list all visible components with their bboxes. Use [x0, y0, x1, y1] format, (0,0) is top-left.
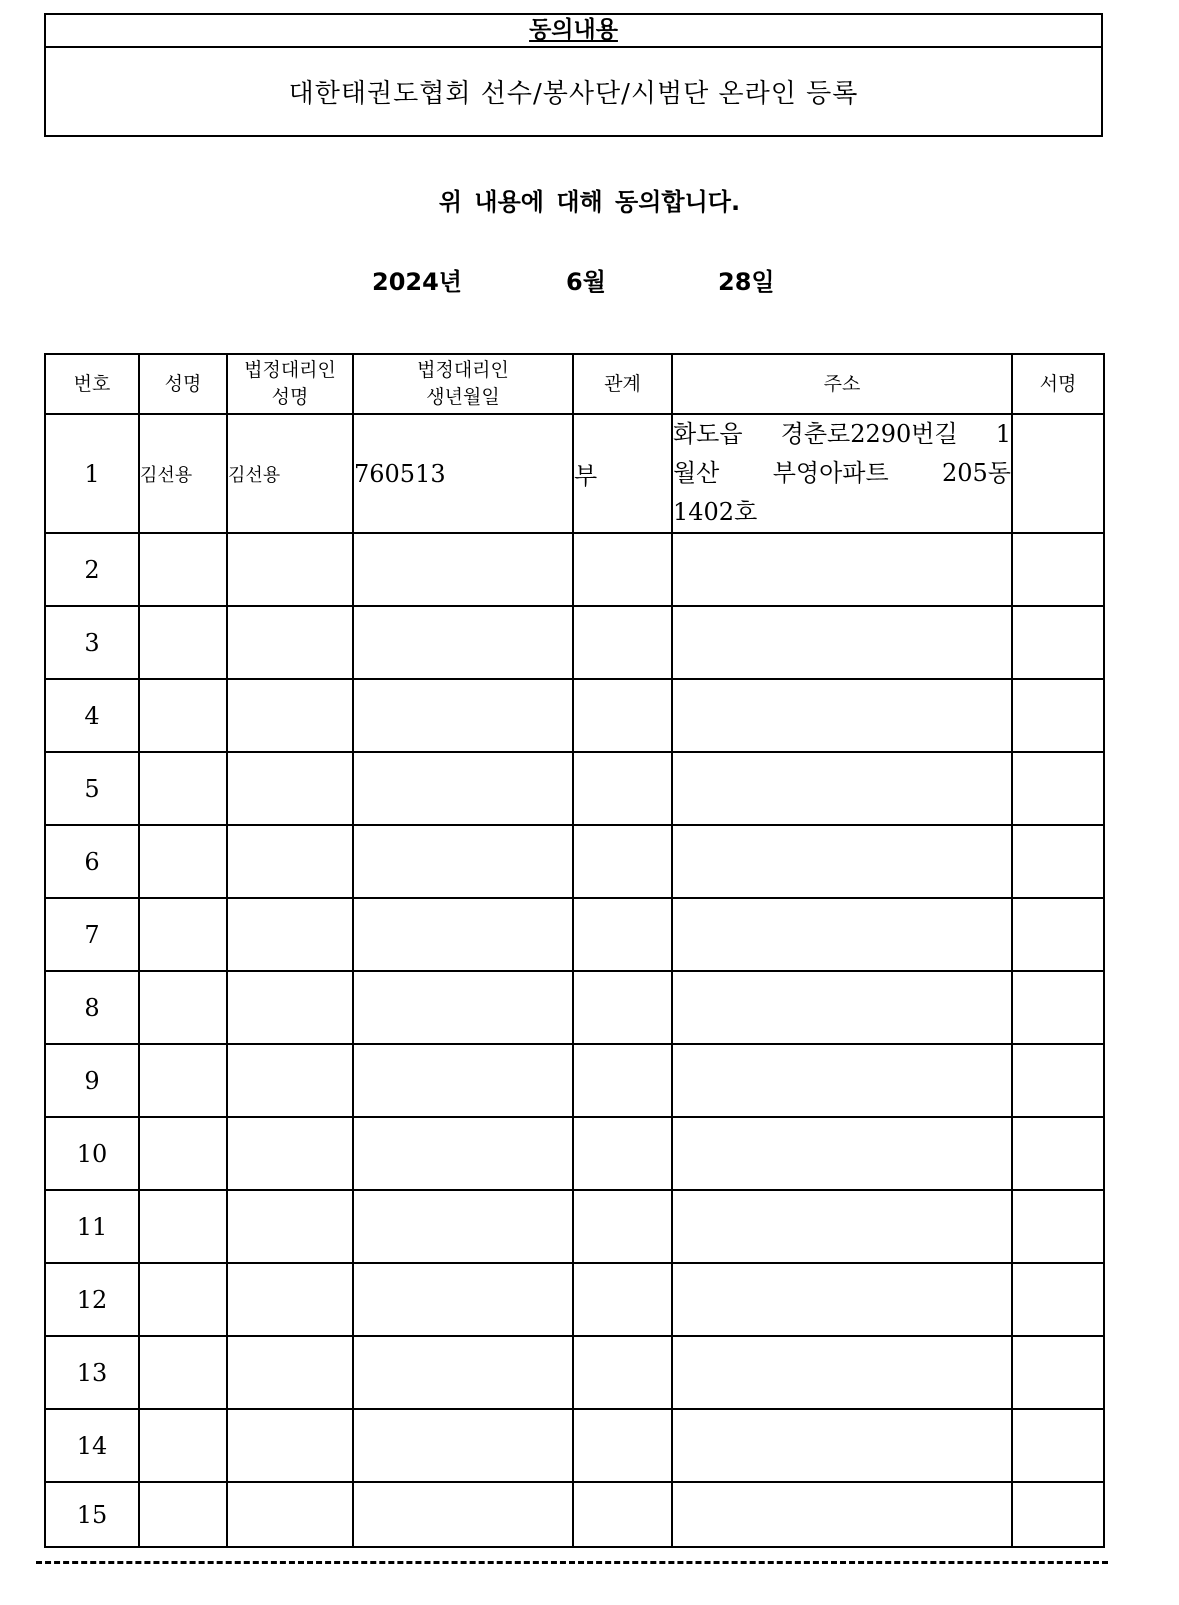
- cell-guardian-name: [227, 533, 353, 606]
- table-row: [45, 1263, 1104, 1336]
- header-name: 성명: [139, 354, 227, 414]
- cell-relation: [573, 533, 672, 606]
- address-line-1: 화도읍 경춘로2290번길 1: [673, 420, 1011, 448]
- cell-relation: [573, 1482, 672, 1547]
- cell-guardian-birth: [353, 1336, 573, 1409]
- cell-no: 7: [45, 898, 139, 971]
- cell-relation: [573, 1117, 672, 1190]
- table-row: [45, 606, 1104, 679]
- cell-relation: [573, 679, 672, 752]
- cell-signature: [1012, 1336, 1104, 1409]
- cell-address: [672, 606, 1012, 679]
- header-guardian-birth: [353, 354, 573, 414]
- table-row: [45, 414, 1104, 533]
- date-year: 2024년: [372, 268, 462, 296]
- cell-address: [672, 1190, 1012, 1263]
- cell-address: [672, 1044, 1012, 1117]
- cell-no: 11: [45, 1190, 139, 1263]
- cell-no: 2: [45, 533, 139, 606]
- header-guardian-birth-line-1: 법정대리인: [417, 359, 509, 381]
- table-row: [45, 1336, 1104, 1409]
- cell-no: 10: [45, 1117, 139, 1190]
- cell-address: [672, 1336, 1012, 1409]
- cell-relation: [573, 1263, 672, 1336]
- cell-signature: [1012, 679, 1104, 752]
- table-row: [45, 1044, 1104, 1117]
- consent-box: [44, 13, 1103, 137]
- cell-address: [672, 414, 1012, 533]
- table-row: [45, 1117, 1104, 1190]
- cell-address: [672, 971, 1012, 1044]
- cell-name: 김선용: [139, 414, 227, 533]
- agreement-statement: 위 내용에 대해 동의합니다.: [438, 188, 741, 216]
- cell-no: 14: [45, 1409, 139, 1482]
- cell-guardian-name: [227, 1336, 353, 1409]
- cell-guardian-name: [227, 606, 353, 679]
- cell-guardian-name: [227, 825, 353, 898]
- cell-relation: [573, 752, 672, 825]
- table-row: [45, 971, 1104, 1044]
- header-address: 주소: [672, 354, 1012, 414]
- cell-guardian-birth: [353, 1117, 573, 1190]
- cell-name: [139, 971, 227, 1044]
- consent-heading-text: 동의내용: [529, 17, 618, 43]
- cell-signature: [1012, 971, 1104, 1044]
- dashed-cut-line: [36, 1561, 1108, 1564]
- cell-guardian-name: [227, 971, 353, 1044]
- cell-no: 9: [45, 1044, 139, 1117]
- cell-no: 3: [45, 606, 139, 679]
- cell-signature: [1012, 533, 1104, 606]
- cell-signature: [1012, 1117, 1104, 1190]
- cell-guardian-name: [227, 1044, 353, 1117]
- date-month: 6월: [566, 268, 606, 296]
- header-relation: 관계: [573, 354, 672, 414]
- table-row: [45, 825, 1104, 898]
- cell-guardian-name: [227, 1190, 353, 1263]
- table-row: [45, 1409, 1104, 1482]
- consent-heading: [46, 15, 1101, 48]
- header-guardian-birth-line-2: 생년월일: [426, 386, 500, 408]
- cell-address: [672, 679, 1012, 752]
- cell-name: [139, 898, 227, 971]
- cell-name: [139, 1044, 227, 1117]
- cell-signature: [1012, 1190, 1104, 1263]
- cell-signature: [1012, 825, 1104, 898]
- cell-signature: [1012, 414, 1104, 533]
- table-row: [45, 1482, 1104, 1547]
- cell-name: [139, 1482, 227, 1547]
- cell-relation: [573, 825, 672, 898]
- cell-relation: [573, 1044, 672, 1117]
- cell-guardian-name: 김선용: [227, 414, 353, 533]
- cell-guardian-birth: [353, 606, 573, 679]
- cell-guardian-birth: [353, 971, 573, 1044]
- cell-guardian-name: [227, 752, 353, 825]
- cell-name: [139, 1409, 227, 1482]
- cell-signature: [1012, 606, 1104, 679]
- cell-no: 15: [45, 1482, 139, 1547]
- cell-guardian-birth: [353, 679, 573, 752]
- cell-signature: [1012, 1409, 1104, 1482]
- header-no: 번호: [45, 354, 139, 414]
- cell-guardian-birth: [353, 1482, 573, 1547]
- cell-guardian-birth: [353, 825, 573, 898]
- cell-address: [672, 1117, 1012, 1190]
- consent-body: 대한태권도협회 선수/봉사단/시범단 온라인 등록: [288, 79, 859, 109]
- cell-guardian-birth: [353, 1409, 573, 1482]
- cell-name: [139, 1190, 227, 1263]
- table-row: [45, 533, 1104, 606]
- cell-name: [139, 1336, 227, 1409]
- cell-no: 8: [45, 971, 139, 1044]
- header-guardian-name: [227, 354, 353, 414]
- cell-signature: [1012, 752, 1104, 825]
- cell-address: [672, 1482, 1012, 1547]
- cell-relation: 부: [573, 414, 672, 533]
- cell-no: 5: [45, 752, 139, 825]
- table-row: [45, 679, 1104, 752]
- cell-no: 6: [45, 825, 139, 898]
- table-row: [45, 898, 1104, 971]
- header-guardian-name-line-2: 성명: [271, 386, 309, 408]
- cell-signature: [1012, 1263, 1104, 1336]
- cell-no: 1: [45, 414, 139, 533]
- header-signature: 서명: [1012, 354, 1104, 414]
- cell-signature: [1012, 1044, 1104, 1117]
- cell-guardian-birth: [353, 533, 573, 606]
- cell-relation: [573, 1409, 672, 1482]
- cell-name: [139, 825, 227, 898]
- header-guardian-name-line-1: 법정대리인: [244, 359, 336, 381]
- cell-guardian-name: [227, 1117, 353, 1190]
- cell-relation: [573, 1190, 672, 1263]
- cell-guardian-name: [227, 1409, 353, 1482]
- table-row: [45, 752, 1104, 825]
- registration-table: [44, 353, 1105, 1548]
- cell-address: [672, 752, 1012, 825]
- address-line-2: 월산 부영아파트 205동: [673, 459, 1011, 487]
- cell-relation: [573, 971, 672, 1044]
- cell-no: 4: [45, 679, 139, 752]
- cell-address: [672, 1263, 1012, 1336]
- table-header-row: [45, 354, 1104, 414]
- cell-guardian-name: [227, 679, 353, 752]
- cell-name: [139, 1263, 227, 1336]
- cell-name: [139, 679, 227, 752]
- address-line-3: 1402호: [673, 498, 758, 526]
- cell-relation: [573, 898, 672, 971]
- cell-address: [672, 898, 1012, 971]
- cell-name: [139, 533, 227, 606]
- cell-guardian-birth: 760513: [353, 414, 573, 533]
- date-day: 28일: [718, 268, 775, 296]
- cell-address: [672, 1409, 1012, 1482]
- cell-signature: [1012, 1482, 1104, 1547]
- cell-guardian-birth: [353, 752, 573, 825]
- cell-guardian-birth: [353, 1263, 573, 1336]
- cell-relation: [573, 606, 672, 679]
- cell-name: [139, 606, 227, 679]
- cell-guardian-birth: [353, 1190, 573, 1263]
- cell-name: [139, 752, 227, 825]
- cell-guardian-birth: [353, 898, 573, 971]
- cell-address: [672, 533, 1012, 606]
- cell-guardian-name: [227, 898, 353, 971]
- cell-signature: [1012, 898, 1104, 971]
- cell-address: [672, 825, 1012, 898]
- cell-name: [139, 1117, 227, 1190]
- table-row: [45, 1190, 1104, 1263]
- cell-no: 13: [45, 1336, 139, 1409]
- cell-guardian-name: [227, 1263, 353, 1336]
- cell-guardian-name: [227, 1482, 353, 1547]
- cell-relation: [573, 1336, 672, 1409]
- cell-guardian-birth: [353, 1044, 573, 1117]
- cell-no: 12: [45, 1263, 139, 1336]
